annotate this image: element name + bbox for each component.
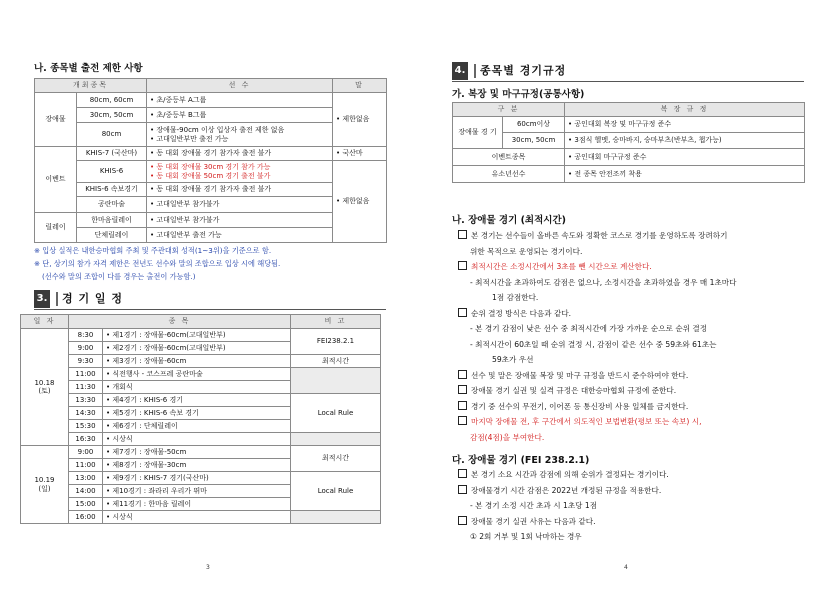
paragraph-line xyxy=(458,337,736,353)
time-cell: 16:30 xyxy=(69,433,103,446)
time-cell: 13:00 xyxy=(69,472,103,485)
table-cell: • 고대일반부 출전 가능 xyxy=(147,228,333,243)
paragraph-text: 본 경기는 선수들이 올바른 속도와 정확한 코스로 경기를 운영하도록 장려하기 xyxy=(471,231,728,240)
col-header-date: 일 자 xyxy=(21,315,69,329)
section-4-header xyxy=(452,62,804,80)
table-cell: KHIS-6 속보경기 xyxy=(77,183,147,197)
section-underline xyxy=(34,309,386,310)
paragraph-text: - 최적시간이 60초일 때 순위 결정 시, 감점이 같은 선수 중 59초와 61초는 xyxy=(470,339,717,349)
section-underline xyxy=(452,81,804,82)
paragraph-line xyxy=(458,290,736,306)
paragraph-text: 최적시간은 소정시간에서 3초를 뺀 시간으로 계산한다. xyxy=(471,262,652,271)
paragraph-line xyxy=(458,275,736,291)
paragraph-line xyxy=(458,306,736,322)
table-cell: KHIS-7 (국산마) xyxy=(77,147,147,161)
event-cell: • 제11경기 : 한마음 릴레이 xyxy=(103,498,291,511)
paragraph-text: 경기 중 선수의 무전기, 이어폰 등 통신장비 사용 일체를 금지한다. xyxy=(471,401,689,411)
date-text: 10.19 xyxy=(34,476,55,485)
table-cell: 30cm, 50cm xyxy=(77,108,147,123)
paragraph-text: 59초가 우선 xyxy=(492,355,534,364)
paragraph-text: ① 2회 거부 및 1회 낙마하는 경우 xyxy=(470,532,582,541)
note-3: (선수와 말의 조합이 다를 경우는 출전이 가능함.) xyxy=(42,272,196,281)
checkbox-icon xyxy=(458,308,467,317)
remark-empty xyxy=(291,511,381,524)
cell-line: • 동 대회 장애물 30cm 경기 참가 가능 xyxy=(150,163,329,171)
checkbox-icon xyxy=(458,230,467,239)
event-cell: • 제2경기 : 장애물-60cm(고대일반부) xyxy=(103,342,291,355)
table-cell: 공란마술 xyxy=(77,197,147,213)
event-cell: • 제8경기 : 장애물-30cm xyxy=(103,459,291,472)
date-day2 xyxy=(21,446,69,524)
time-cell: 15:30 xyxy=(69,420,103,433)
time-cell: 8:30 xyxy=(69,329,103,342)
table-cell: 80cm xyxy=(77,123,147,147)
schedule-table xyxy=(20,314,381,524)
section-divider xyxy=(56,292,58,306)
section-divider xyxy=(474,64,476,78)
paragraph-line xyxy=(458,483,669,499)
table-cell: • 고대일반부 참가불가 xyxy=(147,197,333,213)
subheading-da: 다. 장애물 경기 (FEI 238.2.1) xyxy=(452,455,590,466)
page-number: 4 xyxy=(624,564,628,571)
date-day1 xyxy=(21,329,69,446)
event-cell: • 개회식 xyxy=(103,381,291,394)
cell-line: • 장애물-90cm 이상 입상자 출전 제한 없음 xyxy=(150,126,329,134)
paragraph-line xyxy=(458,414,736,430)
table-cell: • 제한없음 xyxy=(333,93,387,147)
event-cell: • 제5경기 : KHIS-6 속보 경기 xyxy=(103,407,291,420)
group-event: 이벤트 xyxy=(35,147,77,213)
section-3-header xyxy=(34,290,386,308)
cell-line: • 고대일반부만 출전 가능 xyxy=(150,135,329,143)
paragraph-text: - 본 경기 소정 시간 초과 시 1초당 1점 xyxy=(470,501,598,510)
note-1: ※ 입상 실적은 내한승마협회 주최 및 주관대회 성적(1~3위)을 기준으로 함. xyxy=(34,246,272,255)
page-number: 3 xyxy=(206,564,210,571)
paragraph-line xyxy=(458,399,736,415)
checkbox-icon xyxy=(458,401,467,410)
event-cell: • 제1경기 : 장애물-60cm(고대일반부) xyxy=(103,329,291,342)
paragraph-line xyxy=(458,514,669,530)
remark-opt: 최적시간 xyxy=(291,355,381,368)
time-cell: 11:00 xyxy=(69,368,103,381)
paragraph-text: 장애물 경기 실권 사유는 다음과 같다. xyxy=(471,516,596,526)
date-text: 10.18 xyxy=(34,378,55,387)
time-cell: 13:30 xyxy=(69,394,103,407)
paragraph-text: 선수 및 말은 장애물 복장 및 마구 규정을 반드시 준수하여야 한다. xyxy=(471,370,689,380)
paragraph-line xyxy=(458,228,736,244)
table-cell xyxy=(147,123,333,147)
checkbox-icon xyxy=(458,469,467,478)
table-cell: 30cm, 50cm xyxy=(503,133,565,149)
remark-opt: 최적시간 xyxy=(291,446,381,472)
section-title: 경 기 일 정 xyxy=(62,292,123,305)
time-cell: 9:30 xyxy=(69,355,103,368)
event-cell: • 식전행사 - 코스프레 공란마술 xyxy=(103,368,291,381)
note-2: ※ 단, 상기의 참가 자격 제한은 전년도 선수와 말의 조합으로 입상 시에 해당됨. xyxy=(34,259,281,268)
event-cell: • 제7경기 : 장애물-50cm xyxy=(103,446,291,459)
table-cell: • 제한없음 xyxy=(333,161,387,243)
section-na-paragraphs xyxy=(458,228,736,445)
checkbox-icon xyxy=(458,416,467,425)
attire-table xyxy=(452,102,805,183)
subheading-ga: 가. 복장 및 마구규정(공통사항) xyxy=(452,89,585,100)
group-jumping: 장애물 xyxy=(35,93,77,147)
paragraph-text: - 최적시간을 초과하여도 감점은 없으나, 소정시간을 초과하였을 경우 매 1초마다 xyxy=(470,277,737,287)
remark-local-rule: Local Rule xyxy=(291,472,381,511)
remark-empty xyxy=(291,433,381,446)
table-cell: 유소년선수 xyxy=(453,166,565,183)
paragraph-line xyxy=(458,529,669,545)
left-page xyxy=(0,0,417,590)
remark-local-rule: Local Rule xyxy=(291,394,381,433)
right-page xyxy=(418,0,835,590)
time-cell: 9:00 xyxy=(69,342,103,355)
table-cell xyxy=(147,161,333,183)
paragraph-text: 감점(4점)을 부여한다. xyxy=(470,432,545,442)
checkbox-icon xyxy=(458,370,467,379)
paragraph-line xyxy=(458,383,736,399)
table-cell: • 동 대회 장애물 경기 참가자 출전 불가 xyxy=(147,183,333,197)
table-cell: 80cm, 60cm xyxy=(77,93,147,108)
table-cell: • 3점식 헬멧, 승마바지, 승마부츠(반부츠, 챕가능) xyxy=(565,133,805,149)
section-title: 종목별 경기규정 xyxy=(480,64,567,77)
paragraph-line xyxy=(458,321,736,337)
table-cell: • 공인대회 복장 및 마구규정 준수 xyxy=(565,117,805,133)
event-cell: • 제10경기 : 좌라리 우리가 뛰마 xyxy=(103,485,291,498)
restriction-heading: 나. 종목별 출전 제한 사항 xyxy=(34,63,143,74)
paragraph-text: 본 경기 소요 시간과 감점에 의해 순위가 결정되는 경기이다. xyxy=(471,470,669,479)
group-jumping: 장애물 경 기 xyxy=(453,117,503,149)
paragraph-line xyxy=(458,430,736,446)
event-cell: • 시상식 xyxy=(103,433,291,446)
time-cell: 11:30 xyxy=(69,381,103,394)
paragraph-text: 1점 감점한다. xyxy=(492,293,539,302)
paragraph-line xyxy=(458,352,736,368)
cell-line: • 동 대회 장애물 50cm 경기 출전 불가 xyxy=(150,172,329,180)
paragraph-text: 장애물 경기 실권 및 실격 규정은 대한승마협회 규정에 준한다. xyxy=(471,386,677,395)
table-cell: • 초/중등부 B그룹 xyxy=(147,108,333,123)
table-cell: • 고대일반부 참가불가 xyxy=(147,213,333,228)
table-cell: 한마음릴레이 xyxy=(77,213,147,228)
paragraph-text: 마지막 장애물 전, 후 구간에서 의도적인 보법변환(평보 또는 속보) 시, xyxy=(471,417,702,426)
restriction-table xyxy=(34,78,387,243)
event-cell: • 제3경기 : 장애물-60cm xyxy=(103,355,291,368)
time-cell: 9:00 xyxy=(69,446,103,459)
event-cell: • 제4경기 : KHIS-6 경기 xyxy=(103,394,291,407)
event-cell: • 제9경기 : KHIS-7 경기(국산마) xyxy=(103,472,291,485)
paragraph-line xyxy=(458,467,669,483)
event-cell: • 제6경기 : 단체릴레이 xyxy=(103,420,291,433)
col-header-remarks: 비 고 xyxy=(291,315,381,329)
col-header-horse: 말 xyxy=(333,79,387,93)
dow-text: (토) xyxy=(38,387,51,395)
col-header-category: 구 분 xyxy=(453,103,565,117)
checkbox-icon xyxy=(458,516,467,525)
paragraph-line xyxy=(458,368,736,384)
table-cell: 이벤트종목 xyxy=(453,149,565,166)
col-header-rider: 선 수 xyxy=(147,79,333,93)
paragraph-line xyxy=(458,244,736,260)
dow-text: (일) xyxy=(38,484,51,493)
paragraph-text: 순위 결정 방식은 다음과 같다. xyxy=(471,308,572,318)
paragraph-text: 장애물경기 시간 감점은 2022년 개정된 규정을 적용한다. xyxy=(471,485,662,495)
table-cell: 단체릴레이 xyxy=(77,228,147,243)
col-header-event: 종 목 xyxy=(69,315,291,329)
col-header-rule: 복 장 규 정 xyxy=(565,103,805,117)
section-da-paragraphs xyxy=(458,467,669,545)
section-number: 3. xyxy=(34,290,50,308)
remark-empty xyxy=(291,368,381,394)
section-number: 4. xyxy=(452,62,468,80)
paragraph-line xyxy=(458,259,736,275)
table-cell: • 동 대회 장애물 경기 참가자 출전 불가 xyxy=(147,147,333,161)
time-cell: 16:00 xyxy=(69,511,103,524)
paragraph-text: - 본 경기 감점이 낮은 선수 중 최적시간에 가장 가까운 순으로 순위 결정 xyxy=(470,324,708,333)
group-relay: 릴레이 xyxy=(35,213,77,243)
table-cell: • 국산마 xyxy=(333,147,387,161)
table-cell: KHIS-6 xyxy=(77,161,147,183)
table-cell: • 공인대회 마구규정 준수 xyxy=(565,149,805,166)
time-cell: 14:00 xyxy=(69,485,103,498)
paragraph-line xyxy=(458,498,669,514)
time-cell: 15:00 xyxy=(69,498,103,511)
table-cell: • 초/중등부 A그룹 xyxy=(147,93,333,108)
remark-fei: FEI238.2.1 xyxy=(291,329,381,355)
checkbox-icon xyxy=(458,385,467,394)
table-cell: 60cm이상 xyxy=(503,117,565,133)
event-cell: • 시상식 xyxy=(103,511,291,524)
time-cell: 14:30 xyxy=(69,407,103,420)
subheading-na: 나. 장애물 경기 (최적시간) xyxy=(452,215,566,226)
col-header-event: 개최종목 xyxy=(35,79,147,93)
paragraph-text: 위한 목적으로 운영되는 경기이다. xyxy=(470,246,583,256)
checkbox-icon xyxy=(458,261,467,270)
checkbox-icon xyxy=(458,485,467,494)
time-cell: 11:00 xyxy=(69,459,103,472)
table-cell: • 전 종목 안전조끼 착용 xyxy=(565,166,805,183)
